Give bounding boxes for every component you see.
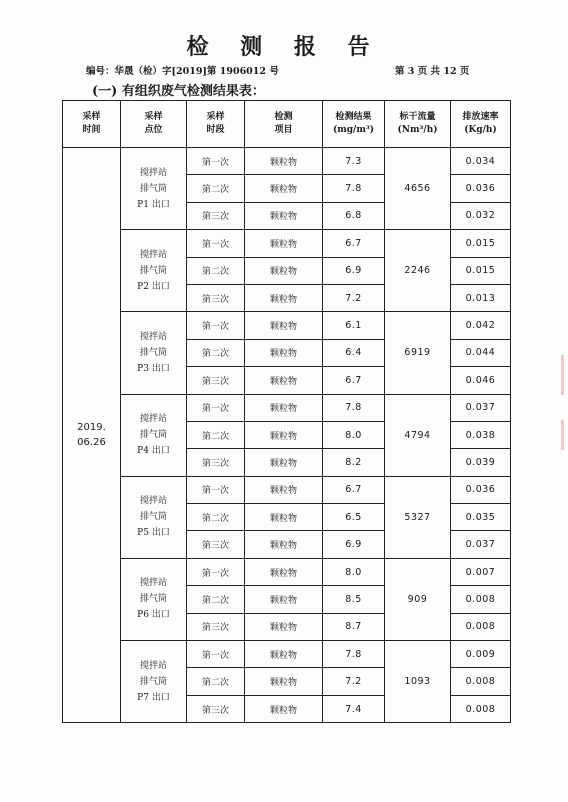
period-cell: 第三次 [187, 202, 245, 229]
result-cell: 6.7 [323, 476, 385, 503]
test-item-cell: 颗粒物 [245, 641, 323, 668]
column-header: 检测 项目 [245, 101, 323, 148]
test-item-cell: 颗粒物 [245, 476, 323, 503]
flow-rate-cell: 5327 [385, 476, 451, 558]
result-cell: 6.7 [323, 230, 385, 257]
test-item-cell: 颗粒物 [245, 695, 323, 722]
result-cell: 6.7 [323, 367, 385, 394]
result-cell: 7.8 [323, 641, 385, 668]
test-item-cell: 颗粒物 [245, 367, 323, 394]
test-item-cell: 颗粒物 [245, 257, 323, 284]
report-number: 编号：华晟（检）字[2019]第 1906012 号 [86, 66, 279, 77]
result-cell: 8.0 [323, 421, 385, 448]
result-cell: 6.9 [323, 531, 385, 558]
emission-rate-cell: 0.044 [451, 339, 511, 366]
test-item-cell: 颗粒物 [245, 668, 323, 695]
emission-rate-cell: 0.036 [451, 476, 511, 503]
period-cell: 第二次 [187, 257, 245, 284]
emission-rate-cell: 0.036 [451, 175, 511, 202]
test-item-cell: 颗粒物 [245, 339, 323, 366]
column-header: 标干流量 (Nm³/h) [385, 101, 451, 148]
period-cell: 第二次 [187, 175, 245, 202]
result-cell: 8.5 [323, 586, 385, 613]
period-cell: 第三次 [187, 284, 245, 311]
result-cell: 7.2 [323, 668, 385, 695]
period-cell: 第一次 [187, 394, 245, 421]
table-row [63, 641, 511, 668]
result-cell: 7.2 [323, 284, 385, 311]
flow-rate-cell: 2246 [385, 230, 451, 312]
column-header: 采样 时段 [187, 101, 245, 148]
sampling-date-cell: 2019. 06.26 [63, 148, 121, 723]
result-cell: 6.4 [323, 339, 385, 366]
test-item-cell: 颗粒物 [245, 558, 323, 585]
sampling-point-cell: 搅拌站 排气筒 P3 出口 [121, 312, 187, 394]
period-cell: 第三次 [187, 695, 245, 722]
test-item-cell: 颗粒物 [245, 202, 323, 229]
test-item-cell: 颗粒物 [245, 175, 323, 202]
period-cell: 第二次 [187, 421, 245, 448]
emission-rate-cell: 0.038 [451, 421, 511, 448]
result-cell: 8.7 [323, 613, 385, 640]
period-cell: 第三次 [187, 449, 245, 476]
sampling-point-cell: 搅拌站 排气筒 P7 出口 [121, 641, 187, 723]
emission-rate-cell: 0.015 [451, 257, 511, 284]
period-cell: 第一次 [187, 230, 245, 257]
sampling-point-cell: 搅拌站 排气筒 P2 出口 [121, 230, 187, 312]
result-cell: 7.8 [323, 175, 385, 202]
emission-rate-cell: 0.009 [451, 641, 511, 668]
flow-rate-cell: 4794 [385, 394, 451, 476]
emission-rate-cell: 0.034 [451, 148, 511, 175]
emission-rate-cell: 0.008 [451, 586, 511, 613]
result-cell: 6.8 [323, 202, 385, 229]
emission-rate-cell: 0.046 [451, 367, 511, 394]
scan-edge-mark [561, 420, 564, 450]
emission-rate-cell: 0.042 [451, 312, 511, 339]
sampling-point-cell: 搅拌站 排气筒 P4 出口 [121, 394, 187, 476]
flow-rate-cell: 4656 [385, 148, 451, 230]
emission-rate-cell: 0.039 [451, 449, 511, 476]
period-cell: 第一次 [187, 476, 245, 503]
emission-rate-cell: 0.013 [451, 284, 511, 311]
period-cell: 第一次 [187, 558, 245, 585]
result-cell: 8.0 [323, 558, 385, 585]
table-row [63, 394, 511, 421]
column-header: 排放速率 (Kg/h) [451, 101, 511, 148]
emission-rate-cell: 0.015 [451, 230, 511, 257]
test-item-cell: 颗粒物 [245, 312, 323, 339]
period-cell: 第一次 [187, 148, 245, 175]
emission-rate-cell: 0.007 [451, 558, 511, 585]
scan-edge-mark [561, 355, 564, 395]
period-cell: 第二次 [187, 586, 245, 613]
result-cell: 7.3 [323, 148, 385, 175]
result-cell: 8.2 [323, 449, 385, 476]
test-item-cell: 颗粒物 [245, 586, 323, 613]
test-item-cell: 颗粒物 [245, 449, 323, 476]
emission-rate-cell: 0.008 [451, 613, 511, 640]
sampling-point-cell: 搅拌站 排气筒 P6 出口 [121, 558, 187, 640]
table-row [63, 476, 511, 503]
table-row [63, 558, 511, 585]
table-row [63, 312, 511, 339]
flow-rate-cell: 6919 [385, 312, 451, 394]
report-title: 检 测 报 告 [186, 34, 382, 60]
result-cell: 6.5 [323, 504, 385, 531]
result-cell: 6.9 [323, 257, 385, 284]
test-item-cell: 颗粒物 [245, 148, 323, 175]
emission-rate-cell: 0.037 [451, 394, 511, 421]
column-header: 采样 时间 [63, 101, 121, 148]
test-item-cell: 颗粒物 [245, 421, 323, 448]
result-cell: 6.1 [323, 312, 385, 339]
test-item-cell: 颗粒物 [245, 531, 323, 558]
period-cell: 第二次 [187, 339, 245, 366]
test-item-cell: 颗粒物 [245, 504, 323, 531]
sampling-point-cell: 搅拌站 排气筒 P1 出口 [121, 148, 187, 230]
emission-rate-cell: 0.032 [451, 202, 511, 229]
emission-results-table [62, 100, 511, 723]
period-cell: 第二次 [187, 668, 245, 695]
emission-rate-cell: 0.035 [451, 504, 511, 531]
period-cell: 第一次 [187, 312, 245, 339]
table-header-row [63, 101, 511, 148]
period-cell: 第一次 [187, 641, 245, 668]
test-item-cell: 颗粒物 [245, 613, 323, 640]
emission-rate-cell: 0.008 [451, 695, 511, 722]
test-item-cell: 颗粒物 [245, 284, 323, 311]
section-title: (一) 有组织废气检测结果表： [92, 84, 265, 99]
result-cell: 7.4 [323, 695, 385, 722]
emission-rate-cell: 0.037 [451, 531, 511, 558]
period-cell: 第三次 [187, 613, 245, 640]
test-item-cell: 颗粒物 [245, 394, 323, 421]
period-cell: 第二次 [187, 504, 245, 531]
test-item-cell: 颗粒物 [245, 230, 323, 257]
column-header: 采样 点位 [121, 101, 187, 148]
page-indicator: 第 3 页 共 12 页 [395, 66, 470, 77]
table-row [63, 230, 511, 257]
flow-rate-cell: 1093 [385, 641, 451, 723]
sampling-point-cell: 搅拌站 排气筒 P5 出口 [121, 476, 187, 558]
period-cell: 第三次 [187, 367, 245, 394]
table-body [63, 148, 511, 723]
table-row [63, 148, 511, 175]
period-cell: 第三次 [187, 531, 245, 558]
emission-rate-cell: 0.008 [451, 668, 511, 695]
flow-rate-cell: 909 [385, 558, 451, 640]
column-header: 检测结果 (mg/m³) [323, 101, 385, 148]
result-cell: 7.8 [323, 394, 385, 421]
